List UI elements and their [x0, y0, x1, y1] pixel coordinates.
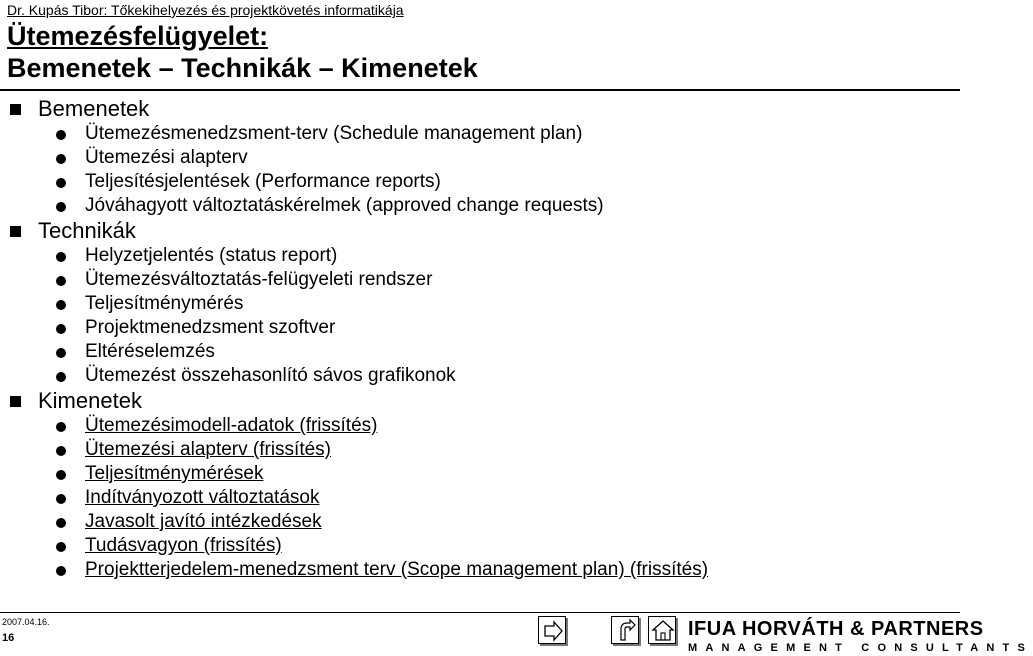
home-button[interactable] — [648, 616, 676, 644]
round-bullet-icon — [56, 130, 66, 140]
round-bullet-icon — [56, 518, 66, 528]
list-item: Helyzetjelentés (status report) — [0, 244, 960, 268]
footer-divider — [0, 612, 960, 613]
logo-sub-text: MANAGEMENT CONSULTANTS — [688, 642, 1033, 654]
list-item: Ütemezési alapterv — [0, 146, 960, 170]
list-item: Teljesítésjelentések (Performance reports) — [0, 170, 960, 194]
company-logo — [688, 618, 1033, 654]
list-item: Ütemezésváltoztatás-felügyeleti rendszer — [0, 268, 960, 292]
round-bullet-icon — [56, 276, 66, 286]
round-bullet-icon — [56, 252, 66, 262]
list-item: Eltéréselemzés — [0, 340, 960, 364]
square-bullet-icon — [10, 226, 21, 237]
return-arrow-icon — [612, 617, 640, 645]
running-header: Dr. Kupás Tibor: Tőkekihelyezés és projektkövetés informatikája — [7, 2, 404, 18]
home-icon — [649, 617, 677, 645]
round-bullet-icon — [56, 348, 66, 358]
section-heading-bemenetek: Bemenetek — [0, 96, 960, 122]
page-number: 16 — [2, 632, 15, 644]
list-item: Jóváhagyott változtatáskérelmek (approved change requests) — [0, 194, 960, 218]
next-slide-button[interactable] — [538, 616, 566, 644]
page-title-line1: Ütemezésfelügyelet: — [7, 21, 269, 51]
round-bullet-icon — [56, 470, 66, 480]
square-bullet-icon — [10, 396, 21, 407]
slide-content — [0, 96, 960, 582]
round-bullet-icon — [56, 154, 66, 164]
title-divider — [0, 89, 960, 91]
round-bullet-icon — [56, 542, 66, 552]
round-bullet-icon — [56, 178, 66, 188]
footer-date: 2007.04.16. — [2, 617, 50, 627]
next-arrow-icon — [539, 617, 567, 645]
round-bullet-icon — [56, 422, 66, 432]
section-heading-technikak: Technikák — [0, 218, 960, 244]
square-bullet-icon — [10, 104, 21, 115]
list-item: Tudásvagyon (frissítés) — [0, 534, 960, 558]
list-item: Ütemezésimodell-adatok (frissítés) — [0, 414, 960, 438]
list-item: Projektterjedelem-menedzsment terv (Scope management plan) (frissítés) — [0, 558, 960, 582]
return-button[interactable] — [611, 616, 639, 644]
round-bullet-icon — [56, 202, 66, 212]
page-title-line2: Bemenetek – Technikák – Kimenetek — [7, 53, 478, 83]
round-bullet-icon — [56, 300, 66, 310]
list-item: Ütemezésmenedzsment-terv (Schedule management plan) — [0, 122, 960, 146]
round-bullet-icon — [56, 446, 66, 456]
round-bullet-icon — [56, 324, 66, 334]
list-item: Teljesítménymérés — [0, 292, 960, 316]
page-title — [7, 20, 478, 84]
round-bullet-icon — [56, 494, 66, 504]
round-bullet-icon — [56, 566, 66, 576]
list-item: Indítványozott változtatások — [0, 486, 960, 510]
list-item: Ütemezést összehasonlító sávos grafikonok — [0, 364, 960, 388]
round-bullet-icon — [56, 372, 66, 382]
logo-main-text: IFUA HORVÁTH & PARTNERS — [688, 618, 984, 640]
section-heading-kimenetek: Kimenetek — [0, 388, 960, 414]
list-item: Teljesítménymérések — [0, 462, 960, 486]
list-item: Javasolt javító intézkedések — [0, 510, 960, 534]
list-item: Ütemezési alapterv (frissítés) — [0, 438, 960, 462]
list-item: Projektmenedzsment szoftver — [0, 316, 960, 340]
